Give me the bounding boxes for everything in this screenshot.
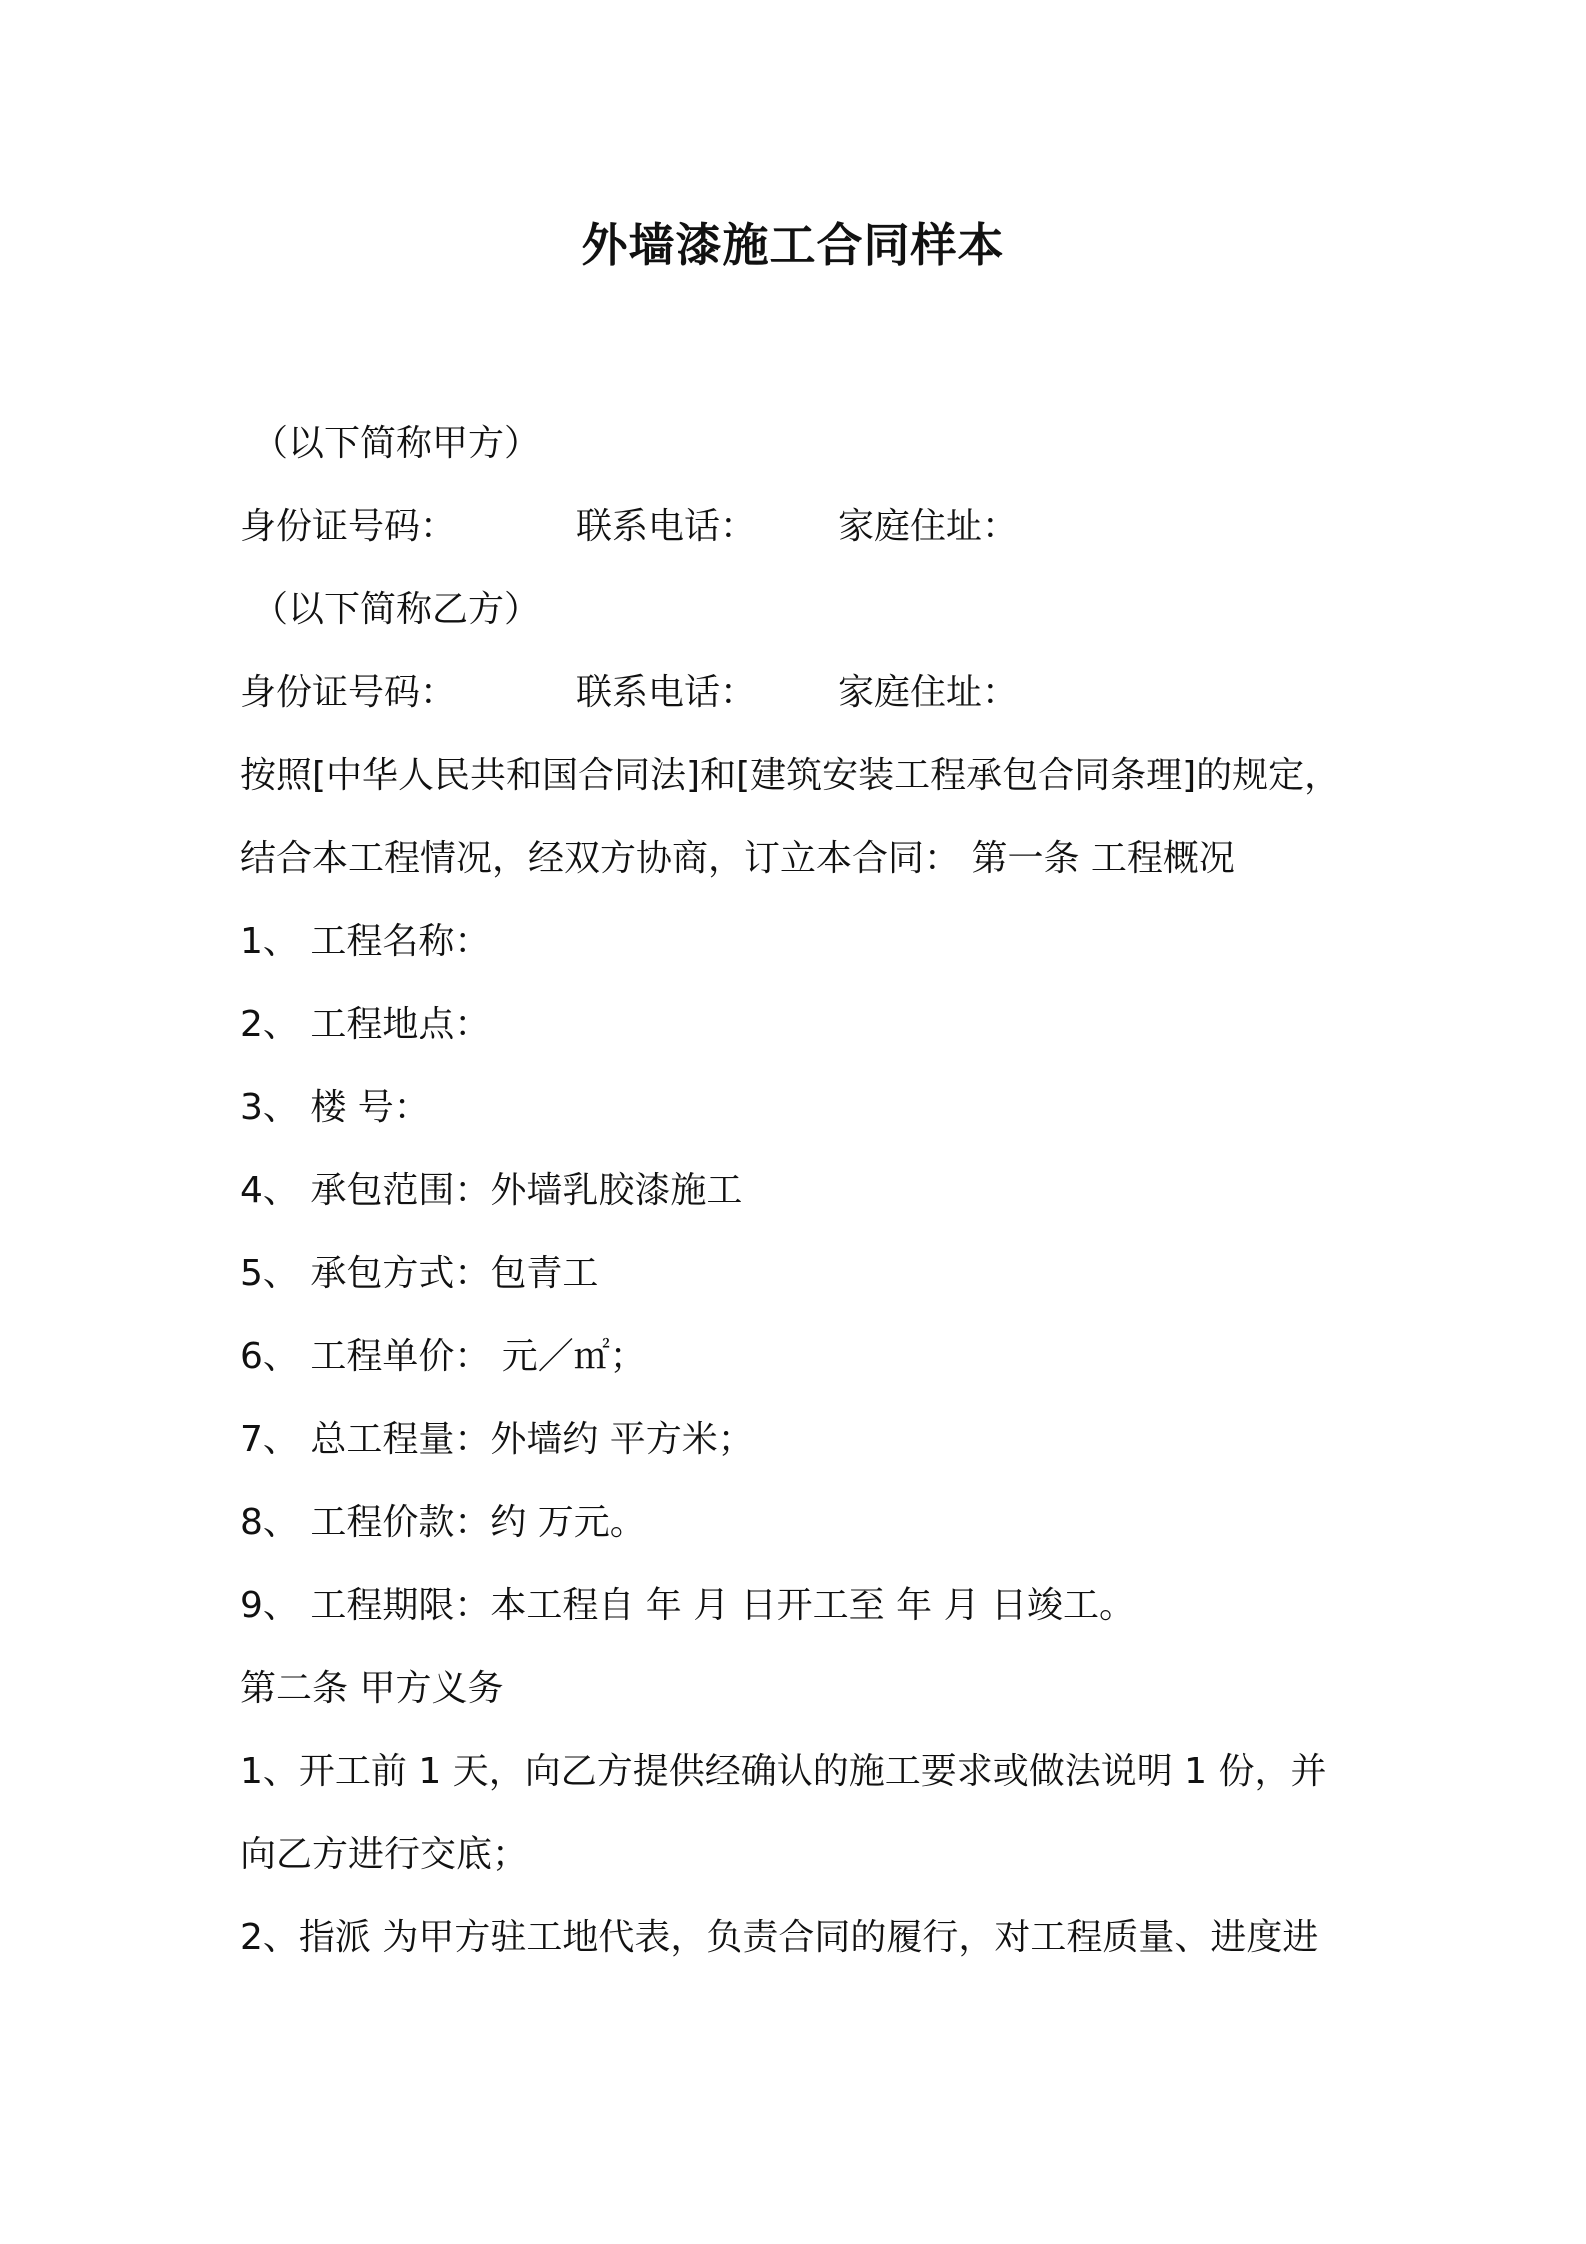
item-contract-scope: 4、 承包范围：外墙乳胶漆施工 xyxy=(240,1170,743,1211)
item-contract-method: 5、 承包方式：包青工 xyxy=(240,1253,599,1294)
article-2-line-1: 1、开工前 1 天，向乙方提供经确认的施工要求或做法说明 1 份，并 xyxy=(240,1751,1327,1792)
party-a-phone-label: 联系电话： xyxy=(576,506,757,547)
item-project-price: 8、 工程价款：约 万元。 xyxy=(240,1502,646,1543)
party-b-info xyxy=(240,651,1360,734)
intro-paragraph-line-1: 按照[中华人民共和国合同法]和[建筑安装工程承包合同条理]的规定， xyxy=(240,755,1341,796)
party-a-info xyxy=(240,485,1360,568)
article-2-line-2: 向乙方进行交底； xyxy=(240,1834,529,1875)
item-project-location: 2、 工程地点： xyxy=(240,1004,491,1045)
article-2-line-3: 2、指派 为甲方驻工地代表，负责合同的履行，对工程质量、进度进 xyxy=(240,1917,1319,1958)
party-a-address-label: 家庭住址： xyxy=(838,506,1019,547)
item-project-name: 1、 工程名称： xyxy=(240,921,491,962)
document-body xyxy=(240,402,1360,1979)
item-total-quantity: 7、 总工程量：外墙约 平方米； xyxy=(240,1419,754,1460)
item-building-number: 3、 楼 号： xyxy=(240,1087,430,1128)
party-b-phone-label: 联系电话： xyxy=(576,672,757,713)
item-project-period: 9、 工程期限：本工程自 年 月 日开工至 年 月 日竣工。 xyxy=(240,1585,1136,1626)
document-title: 外墙漆施工合同样本 xyxy=(581,218,1005,272)
party-a-id-label: 身份证号码： xyxy=(240,506,457,547)
party-b-label: （以下简称乙方） xyxy=(252,589,541,630)
party-b-address-label: 家庭住址： xyxy=(838,672,1019,713)
article-2-heading: 第二条 甲方义务 xyxy=(240,1668,504,1709)
party-a-label: （以下简称甲方） xyxy=(252,423,541,464)
party-b-id-label: 身份证号码： xyxy=(240,672,457,713)
intro-paragraph-line-2: 结合本工程情况，经双方协商，订立本合同： 第一条 工程概况 xyxy=(240,838,1235,879)
item-unit-price: 6、 工程单价： 元／㎡； xyxy=(240,1336,646,1377)
